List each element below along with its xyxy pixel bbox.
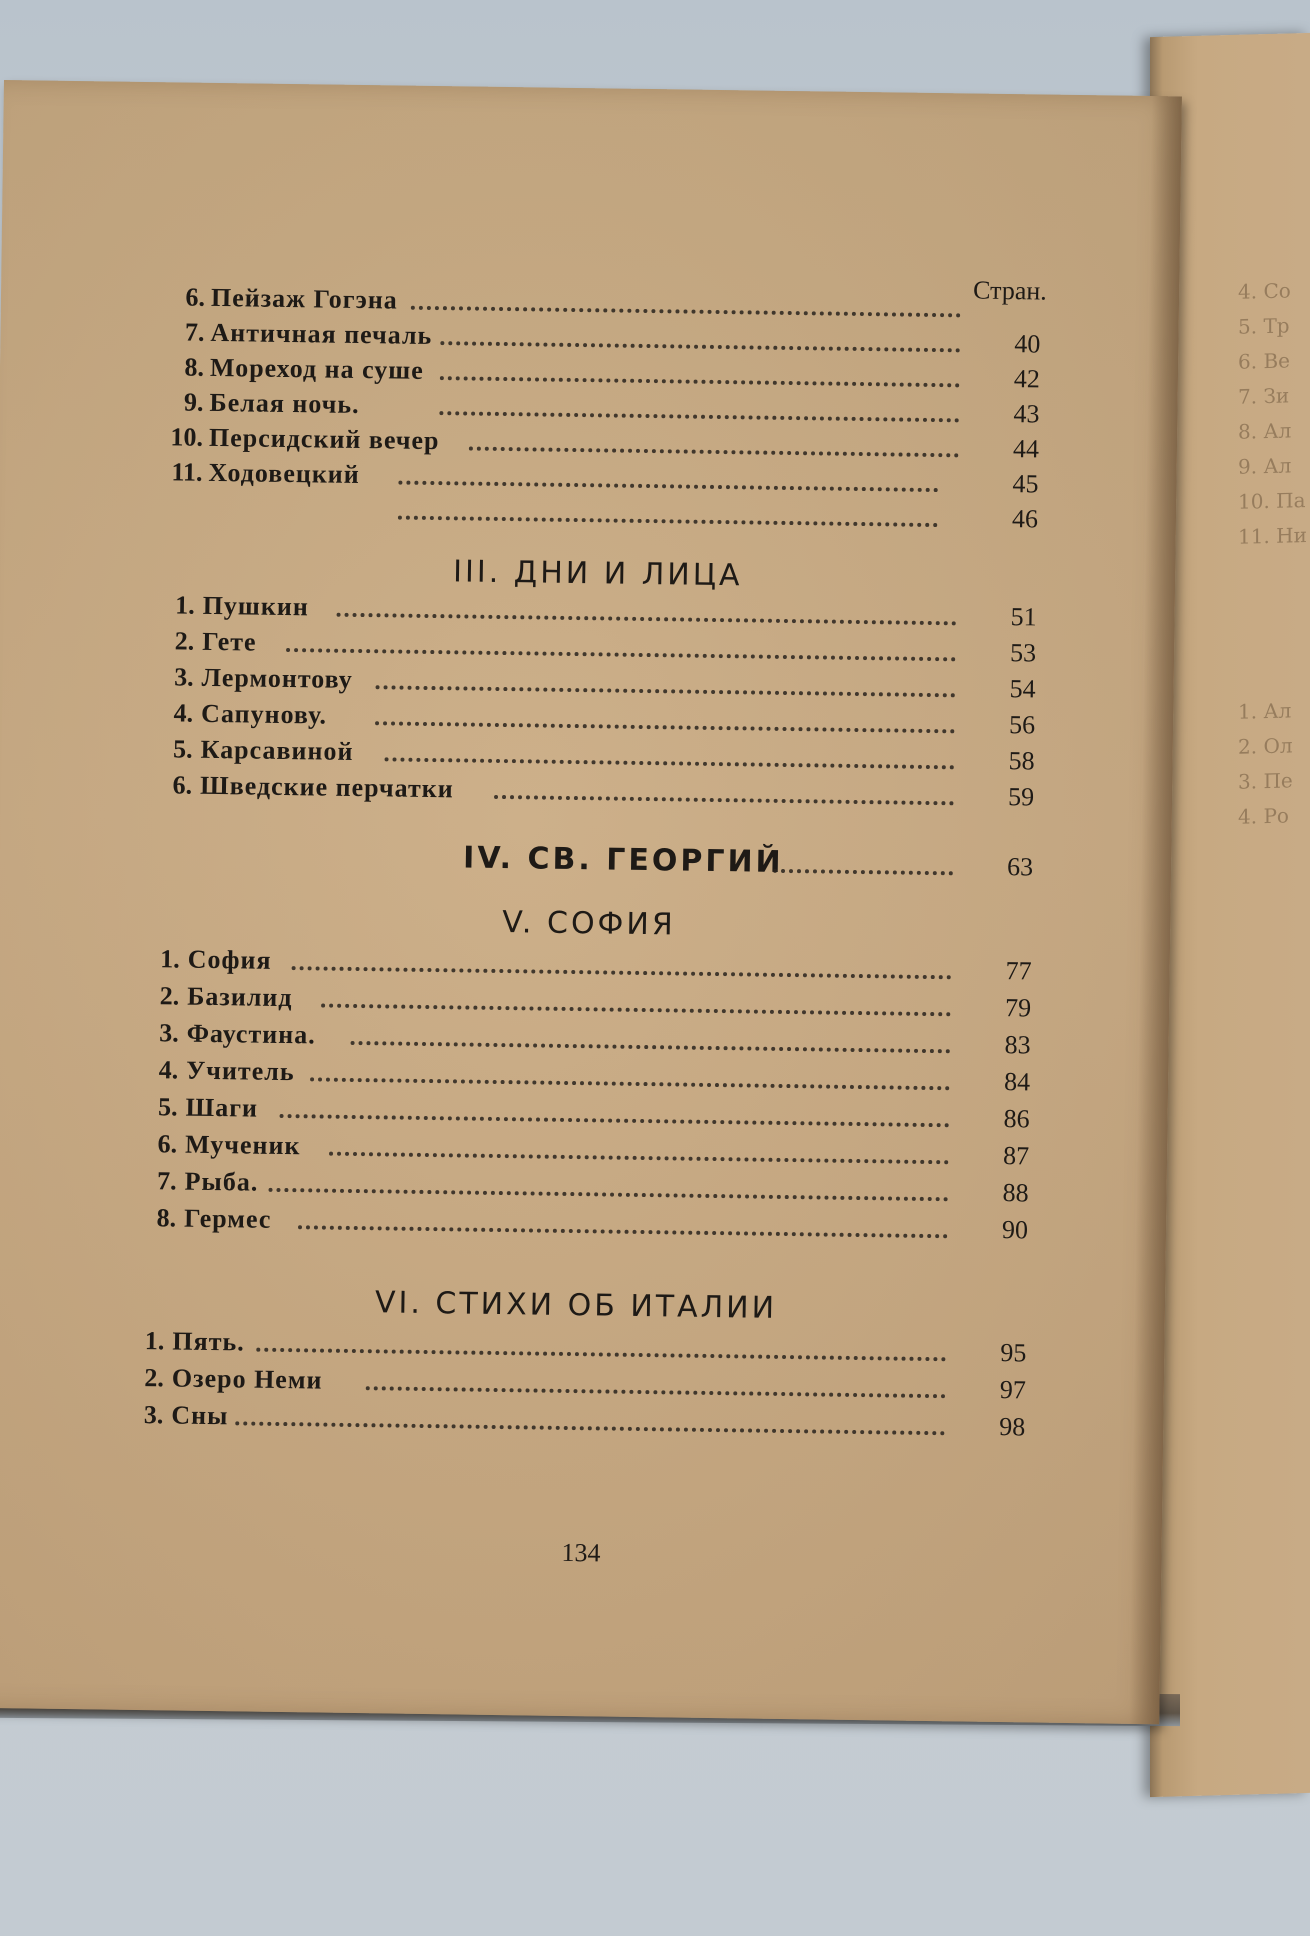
entry-page-number: 98 <box>999 1412 1026 1442</box>
entry-number: 5. <box>172 734 193 764</box>
entry-page-number: 56 <box>1008 710 1036 740</box>
entry-page-number: 46 <box>1011 504 1039 534</box>
entry-title: Лермонтову <box>201 662 353 694</box>
entry-number: 9. <box>183 387 204 417</box>
entry-number: 10. <box>170 422 204 452</box>
leader-dots <box>256 1328 946 1362</box>
entry-number: 8. <box>156 1203 177 1233</box>
entry-title: Базилид <box>187 981 293 1013</box>
toc-entry-section-4 <box>0 838 1171 890</box>
entry-page-number: 59 <box>1007 782 1035 812</box>
right-page-line: 9. Ал <box>1238 453 1292 479</box>
right-page-line: 10. Па <box>1238 488 1306 514</box>
entry-title: Гете <box>201 626 257 657</box>
entry-title: Озеро Неми <box>171 1363 323 1395</box>
entry-title: Шаги <box>185 1092 259 1123</box>
entry-number: 3. <box>143 1400 164 1430</box>
entry-title: Пушкин <box>202 590 310 622</box>
entry-page-number: 43 <box>1013 399 1040 429</box>
entry-page-number: 97 <box>999 1375 1027 1405</box>
entry-number: 5. <box>157 1092 178 1122</box>
entry-title: Персидский вечер <box>208 422 440 456</box>
entry-page-number: 86 <box>1003 1104 1030 1134</box>
entry-title: Сапунову. <box>200 698 328 730</box>
entry-title: Карсавиной <box>200 734 354 766</box>
entry-title: Пейзаж Гогэна <box>210 282 398 315</box>
entry-number: 1. <box>174 590 195 620</box>
entry-title: Пять. <box>172 1326 245 1357</box>
entry-title: Ходовецкий <box>208 457 360 490</box>
entry-number: 7. <box>156 1166 177 1196</box>
entry-title: Сны <box>171 1400 229 1431</box>
entry-number: 2. <box>159 981 180 1011</box>
entry-title: Мореход на суше <box>209 352 424 385</box>
entry-page-number: 53 <box>1009 638 1037 668</box>
entry-number: 1. <box>144 1326 165 1356</box>
entry-page-number: 87 <box>1002 1141 1030 1171</box>
entry-page-number: 88 <box>1002 1178 1029 1208</box>
entry-page-number: 45 <box>1012 469 1039 499</box>
entry-number: 2. <box>174 626 195 656</box>
entry-page-number: 42 <box>1013 364 1041 394</box>
page-column-header: Стран. <box>972 275 1047 306</box>
entry-title: Рыба. <box>184 1166 259 1197</box>
section-heading: VI. СТИХИ ОБ ИТАЛИИ <box>374 1285 778 1326</box>
entry-page-number: 51 <box>1010 602 1037 632</box>
entry-page-number: 54 <box>1009 674 1036 704</box>
entry-number: 4. <box>158 1055 179 1085</box>
right-page-line: 11. Ни <box>1238 522 1307 549</box>
entry-number: 7. <box>184 317 205 347</box>
leader-dots <box>337 593 957 626</box>
entry-number: 2. <box>144 1363 165 1393</box>
entry-title: София <box>187 944 272 975</box>
entry-page-number: 83 <box>1004 1030 1031 1060</box>
right-page-line: 6. Ве <box>1238 348 1290 374</box>
right-page-line: 4. Со <box>1238 278 1291 304</box>
right-page-line: 2. Ол <box>1238 733 1293 759</box>
entry-title: Гермес <box>183 1203 272 1234</box>
entry-number: 6. <box>172 770 193 800</box>
entry-number: 1. <box>160 944 180 974</box>
leader-dots <box>292 946 952 979</box>
section-heading: III. ДНИ И ЛИЦА <box>452 554 743 594</box>
entry-number: 4. <box>173 698 194 728</box>
entry-page-number: 79 <box>1004 993 1032 1023</box>
right-page-line: 7. Зи <box>1238 383 1290 409</box>
entry-page-number: 90 <box>1001 1215 1029 1245</box>
leader-dots <box>773 849 953 876</box>
entry-title: Мученик <box>184 1129 301 1161</box>
entry-title: Белая ночь. <box>209 387 360 419</box>
book-page <box>0 80 1182 1724</box>
right-page-line: 4. Ро <box>1238 803 1289 829</box>
entry-page-number: 95 <box>1000 1338 1027 1368</box>
entry-page-number: 44 <box>1012 434 1040 464</box>
right-page-line: 3. Пе <box>1238 768 1293 794</box>
entry-title: Шведские перчатки <box>199 770 454 804</box>
entry-number: 3. <box>159 1018 179 1048</box>
entry-page-number: 84 <box>1003 1067 1031 1097</box>
entry-number: 3. <box>173 662 194 692</box>
entry-number: 6. <box>157 1129 178 1159</box>
entry-title: Античная печаль <box>210 317 433 351</box>
page-number-footer: 134 <box>561 1537 601 1568</box>
entry-page-number: 77 <box>1005 956 1032 986</box>
entry-number: 11. <box>171 457 203 487</box>
leader-dots <box>494 775 954 805</box>
right-page-line: 1. Ал <box>1238 698 1292 724</box>
section-heading: V. СОФИЯ <box>502 905 676 943</box>
entry-number: 8. <box>184 352 205 382</box>
entry-page-number: 58 <box>1008 746 1035 776</box>
right-page-line: 8. Ал <box>1238 418 1292 444</box>
leader-dots <box>411 286 961 318</box>
section-heading: IV. СВ. ГЕОРГИЙ <box>462 840 784 880</box>
entry-page-number: 63 <box>1006 852 1034 882</box>
right-page-line: 5. Тр <box>1238 313 1290 339</box>
entry-page-number: 40 <box>1014 329 1041 359</box>
entry-title: Учитель <box>185 1055 295 1087</box>
entry-title: Фаустина. <box>186 1018 316 1050</box>
entry-number: 6. <box>185 282 206 312</box>
